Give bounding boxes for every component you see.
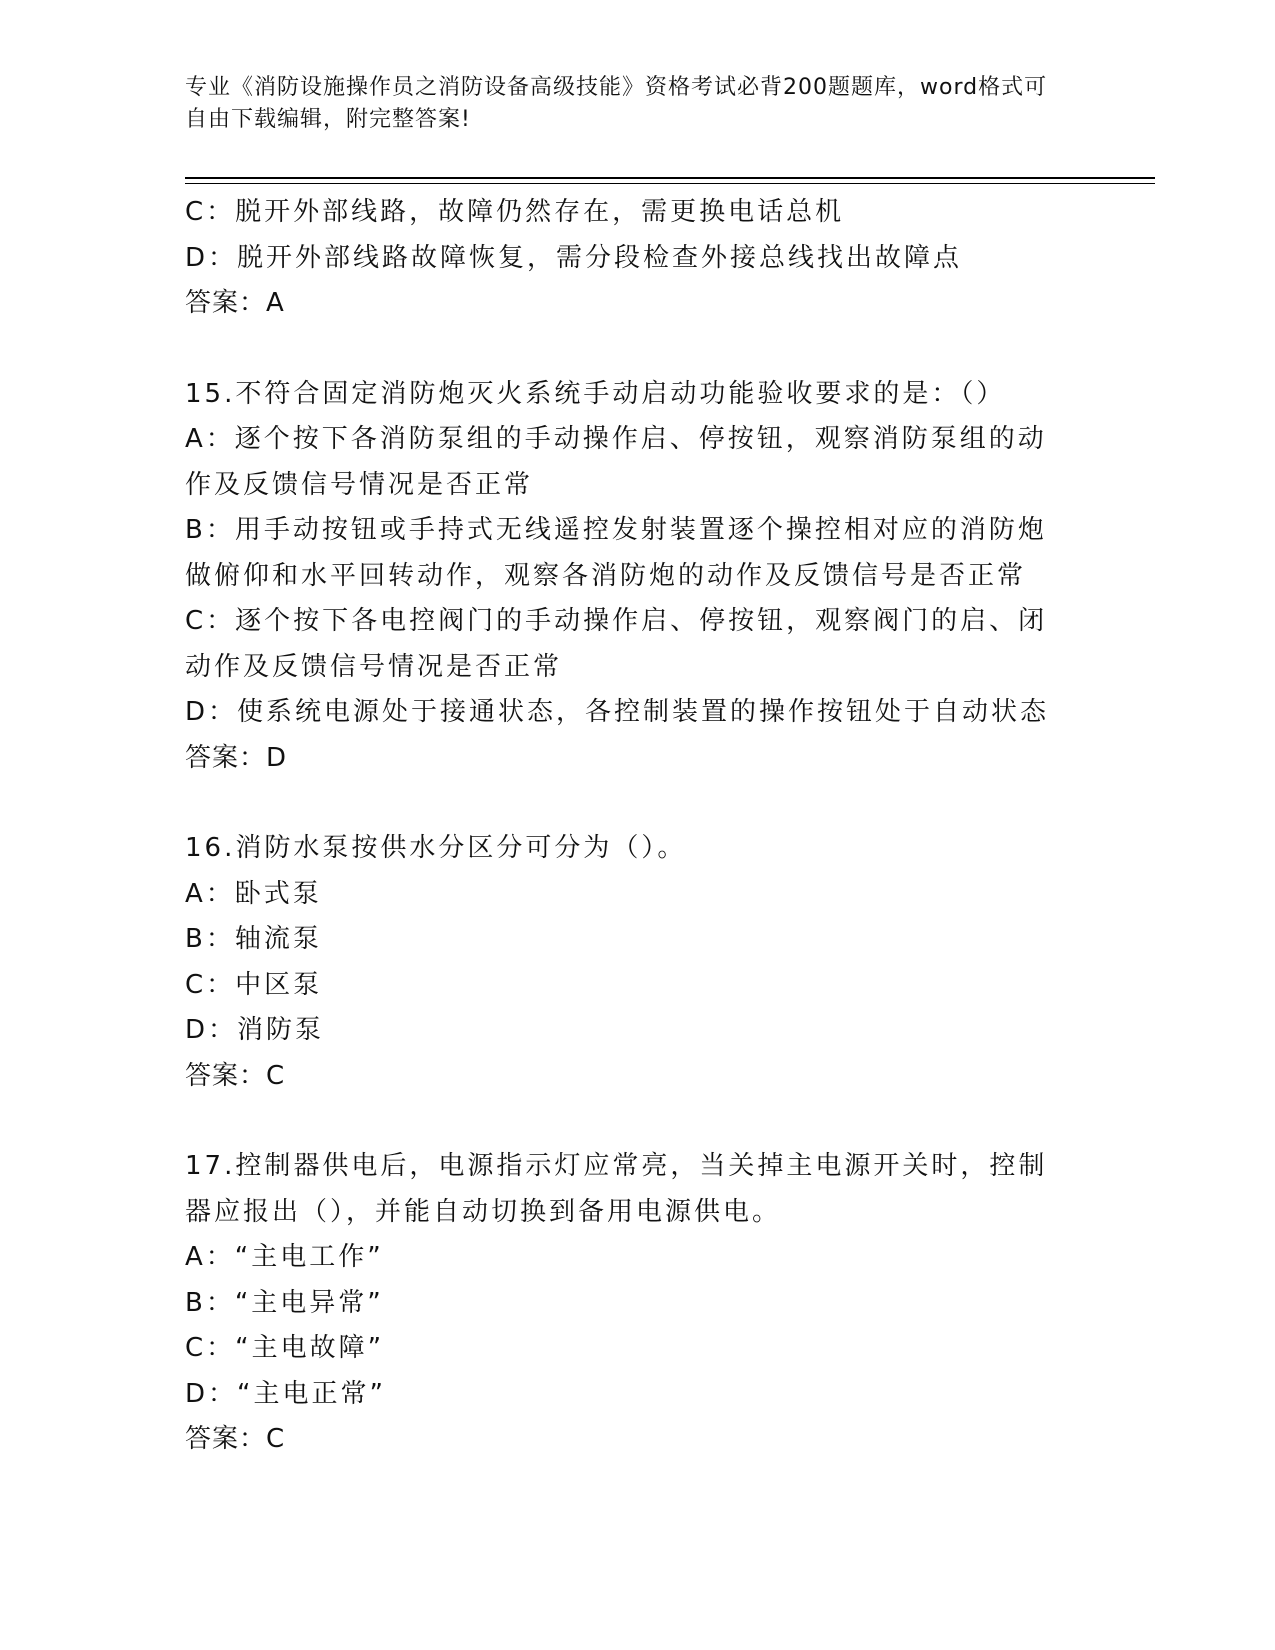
option-a: A：“主电工作” (185, 1242, 384, 1272)
answer-line: 答案：A (185, 288, 285, 318)
document-body (185, 190, 1065, 1463)
document-header (185, 72, 1065, 136)
question-stem: 15.不符合固定消防炮灭火系统手动启动功能验收要求的是：（） (185, 378, 1006, 409)
answer-line: 答案：D (185, 742, 288, 773)
option-a: A：卧式泵 (185, 878, 322, 909)
option-a: A：逐个按下各消防泵组的手动操作启、停按钮，观察消防泵组的动作及反馈信号情况是否正常 (185, 424, 1047, 500)
question-stem: 17.控制器供电后，电源指示灯应常亮，当关掉主电源开关时，控制器应报出（），并能自动切换到备用电源供电。 (185, 1151, 1048, 1227)
question-stem: 16.消防水泵按供水分区分可分为（）。 (185, 833, 687, 863)
option-b: B：用手动按钮或手持式无线遥控发射装置逐个操控相对应的消防炮做俯仰和水平回转动作，观察各消防炮的动作及反馈信号是否正常 (185, 515, 1047, 591)
option-c: C：“主电故障” (185, 1333, 385, 1363)
question-17 (185, 1144, 1065, 1463)
question-16 (185, 826, 1065, 1099)
option-d: D：“主电正常” (185, 1378, 386, 1409)
header-rule-thin (185, 183, 1155, 184)
option-c: C：逐个按下各电控阀门的手动操作启、停按钮，观察阀门的启、闭动作及反馈信号情况是否正常 (185, 606, 1048, 682)
option-d: D：使系统电源处于接通状态，各控制装置的操作按钮处于自动状态 (185, 697, 1050, 727)
option-d: D：消防泵 (185, 1015, 325, 1045)
prev-question-tail (185, 190, 1065, 327)
option-b: B：轴流泵 (185, 924, 322, 954)
answer-line: 答案：C (185, 1424, 286, 1454)
option-c: C：脱开外部线路，故障仍然存在，需更换电话总机 (185, 197, 845, 227)
option-b: B：“主电异常” (185, 1287, 384, 1318)
option-c: C：中区泵 (185, 969, 323, 1000)
header-rule-thick (185, 177, 1155, 179)
option-d: D：脱开外部线路故障恢复，需分段检查外接总线找出故障点 (185, 242, 963, 273)
header-title: 专业《消防设施操作员之消防设备高级技能》资格考试必背200题题库，word格式可自由下载编辑，附完整答案! (185, 75, 1048, 132)
answer-line: 答案：C (185, 1060, 286, 1091)
question-15 (185, 372, 1065, 782)
